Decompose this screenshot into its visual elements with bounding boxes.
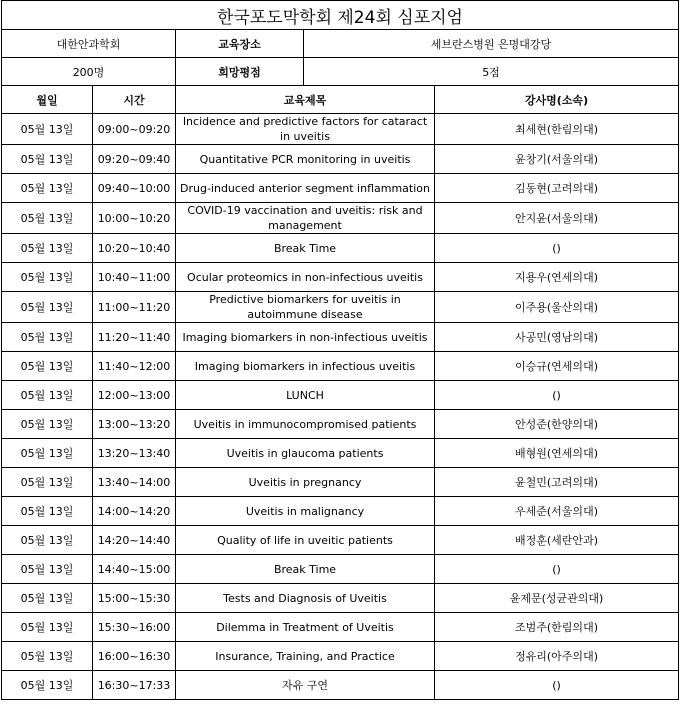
time-cell: 10:20~10:40 xyxy=(93,234,176,263)
place-value: 세브란스병원 은명대강당 xyxy=(304,30,679,58)
table-row xyxy=(2,526,679,555)
speaker-cell: 조범주(한림의대) xyxy=(435,613,679,642)
topic-cell: Quality of life in uveitic patients xyxy=(176,526,435,555)
speaker-cell: () xyxy=(435,381,679,410)
speaker-cell: 사공민(영남의대) xyxy=(435,323,679,352)
time-cell: 13:00~13:20 xyxy=(93,410,176,439)
table-row xyxy=(2,114,679,145)
table-row xyxy=(2,671,679,700)
table-row xyxy=(2,410,679,439)
topic-cell: Dilemma in Treatment of Uveitis xyxy=(176,613,435,642)
time-cell: 11:20~11:40 xyxy=(93,323,176,352)
time-cell: 15:30~16:00 xyxy=(93,613,176,642)
attendee-count: 200명 xyxy=(2,58,176,86)
date-cell: 05월 13일 xyxy=(2,410,93,439)
topic-cell: Imaging biomarkers in non-infectious uveitis xyxy=(176,323,435,352)
speaker-cell: 최세현(한림의대) xyxy=(435,114,679,145)
date-cell: 05월 13일 xyxy=(2,555,93,584)
page-title: 한국포도막학회 제24회 심포지엄 xyxy=(2,1,679,30)
time-cell: 14:00~14:20 xyxy=(93,497,176,526)
date-cell: 05월 13일 xyxy=(2,323,93,352)
table-row xyxy=(2,381,679,410)
time-cell: 15:00~15:30 xyxy=(93,584,176,613)
topic-cell: LUNCH xyxy=(176,381,435,410)
speaker-cell: 안지윤(서울의대) xyxy=(435,203,679,234)
topic-cell: Imaging biomarkers in infectious uveitis xyxy=(176,352,435,381)
date-cell: 05월 13일 xyxy=(2,381,93,410)
speaker-cell: 이주용(울산의대) xyxy=(435,292,679,323)
speaker-cell: 윤창기(서울의대) xyxy=(435,145,679,174)
time-cell: 11:00~11:20 xyxy=(93,292,176,323)
speaker-cell: () xyxy=(435,234,679,263)
table-row xyxy=(2,323,679,352)
date-cell: 05월 13일 xyxy=(2,234,93,263)
speaker-cell: () xyxy=(435,555,679,584)
time-cell: 14:40~15:00 xyxy=(93,555,176,584)
date-cell: 05월 13일 xyxy=(2,145,93,174)
speaker-cell: 정유리(아주의대) xyxy=(435,642,679,671)
column-header-row xyxy=(2,86,679,114)
topic-cell: Tests and Diagnosis of Uveitis xyxy=(176,584,435,613)
time-cell: 11:40~12:00 xyxy=(93,352,176,381)
topic-header: 교육제목 xyxy=(176,86,435,114)
speaker-cell: () xyxy=(435,671,679,700)
table-row xyxy=(2,439,679,468)
time-cell: 09:40~10:00 xyxy=(93,174,176,203)
speaker-cell: 배형원(연세의대) xyxy=(435,439,679,468)
time-cell: 13:40~14:00 xyxy=(93,468,176,497)
speaker-cell: 지용우(연세의대) xyxy=(435,263,679,292)
place-label: 교육장소 xyxy=(176,30,304,58)
title-row xyxy=(2,1,679,30)
date-cell: 05월 13일 xyxy=(2,613,93,642)
speaker-cell: 이승규(연세의대) xyxy=(435,352,679,381)
time-cell: 14:20~14:40 xyxy=(93,526,176,555)
topic-cell: Incidence and predictive factors for cataract in uveitis xyxy=(176,114,435,145)
table-row xyxy=(2,203,679,234)
date-header: 월일 xyxy=(2,86,93,114)
time-cell: 09:20~09:40 xyxy=(93,145,176,174)
date-cell: 05월 13일 xyxy=(2,526,93,555)
speaker-cell: 윤제문(성균관의대) xyxy=(435,584,679,613)
topic-cell: Break Time xyxy=(176,234,435,263)
table-row xyxy=(2,174,679,203)
speaker-cell: 안성준(한양의대) xyxy=(435,410,679,439)
speaker-cell: 김동현(고려의대) xyxy=(435,174,679,203)
date-cell: 05월 13일 xyxy=(2,671,93,700)
time-header: 시간 xyxy=(93,86,176,114)
score-label: 희망평점 xyxy=(176,58,304,86)
organizer-value: 대한안과학회 xyxy=(2,30,176,58)
table-row xyxy=(2,145,679,174)
date-cell: 05월 13일 xyxy=(2,584,93,613)
topic-cell: Drug-induced anterior segment inflammation xyxy=(176,174,435,203)
topic-cell: Uveitis in pregnancy xyxy=(176,468,435,497)
date-cell: 05월 13일 xyxy=(2,292,93,323)
time-cell: 12:00~13:00 xyxy=(93,381,176,410)
table-row xyxy=(2,555,679,584)
time-cell: 16:30~17:33 xyxy=(93,671,176,700)
time-cell: 16:00~16:30 xyxy=(93,642,176,671)
date-cell: 05월 13일 xyxy=(2,439,93,468)
table-row xyxy=(2,352,679,381)
date-cell: 05월 13일 xyxy=(2,642,93,671)
table-row xyxy=(2,642,679,671)
date-cell: 05월 13일 xyxy=(2,203,93,234)
schedule-body xyxy=(2,114,679,700)
topic-cell: Ocular proteomics in non-infectious uveitis xyxy=(176,263,435,292)
info-row-1 xyxy=(2,30,679,58)
speaker-cell: 배정훈(세란안과) xyxy=(435,526,679,555)
symposium-schedule-table xyxy=(1,0,679,700)
topic-cell: Predictive biomarkers for uveitis in autoimmune disease xyxy=(176,292,435,323)
time-cell: 13:20~13:40 xyxy=(93,439,176,468)
topic-cell: 자유 구연 xyxy=(176,671,435,700)
date-cell: 05월 13일 xyxy=(2,174,93,203)
date-cell: 05월 13일 xyxy=(2,352,93,381)
speaker-header: 강사명(소속) xyxy=(435,86,679,114)
table-row xyxy=(2,468,679,497)
date-cell: 05월 13일 xyxy=(2,497,93,526)
speaker-cell: 윤철민(고려의대) xyxy=(435,468,679,497)
topic-cell: Uveitis in immunocompromised patients xyxy=(176,410,435,439)
time-cell: 10:00~10:20 xyxy=(93,203,176,234)
date-cell: 05월 13일 xyxy=(2,263,93,292)
info-row-2 xyxy=(2,58,679,86)
topic-cell: Quantitative PCR monitoring in uveitis xyxy=(176,145,435,174)
score-value: 5점 xyxy=(304,58,679,86)
topic-cell: Uveitis in glaucoma patients xyxy=(176,439,435,468)
topic-cell: Uveitis in malignancy xyxy=(176,497,435,526)
date-cell: 05월 13일 xyxy=(2,468,93,497)
table-row xyxy=(2,497,679,526)
topic-cell: Insurance, Training, and Practice xyxy=(176,642,435,671)
table-row xyxy=(2,584,679,613)
topic-cell: Break Time xyxy=(176,555,435,584)
date-cell: 05월 13일 xyxy=(2,114,93,145)
speaker-cell: 우세준(서울의대) xyxy=(435,497,679,526)
time-cell: 09:00~09:20 xyxy=(93,114,176,145)
table-row xyxy=(2,292,679,323)
table-row xyxy=(2,234,679,263)
topic-cell: COVID-19 vaccination and uveitis: risk and management xyxy=(176,203,435,234)
table-row xyxy=(2,263,679,292)
time-cell: 10:40~11:00 xyxy=(93,263,176,292)
table-row xyxy=(2,613,679,642)
